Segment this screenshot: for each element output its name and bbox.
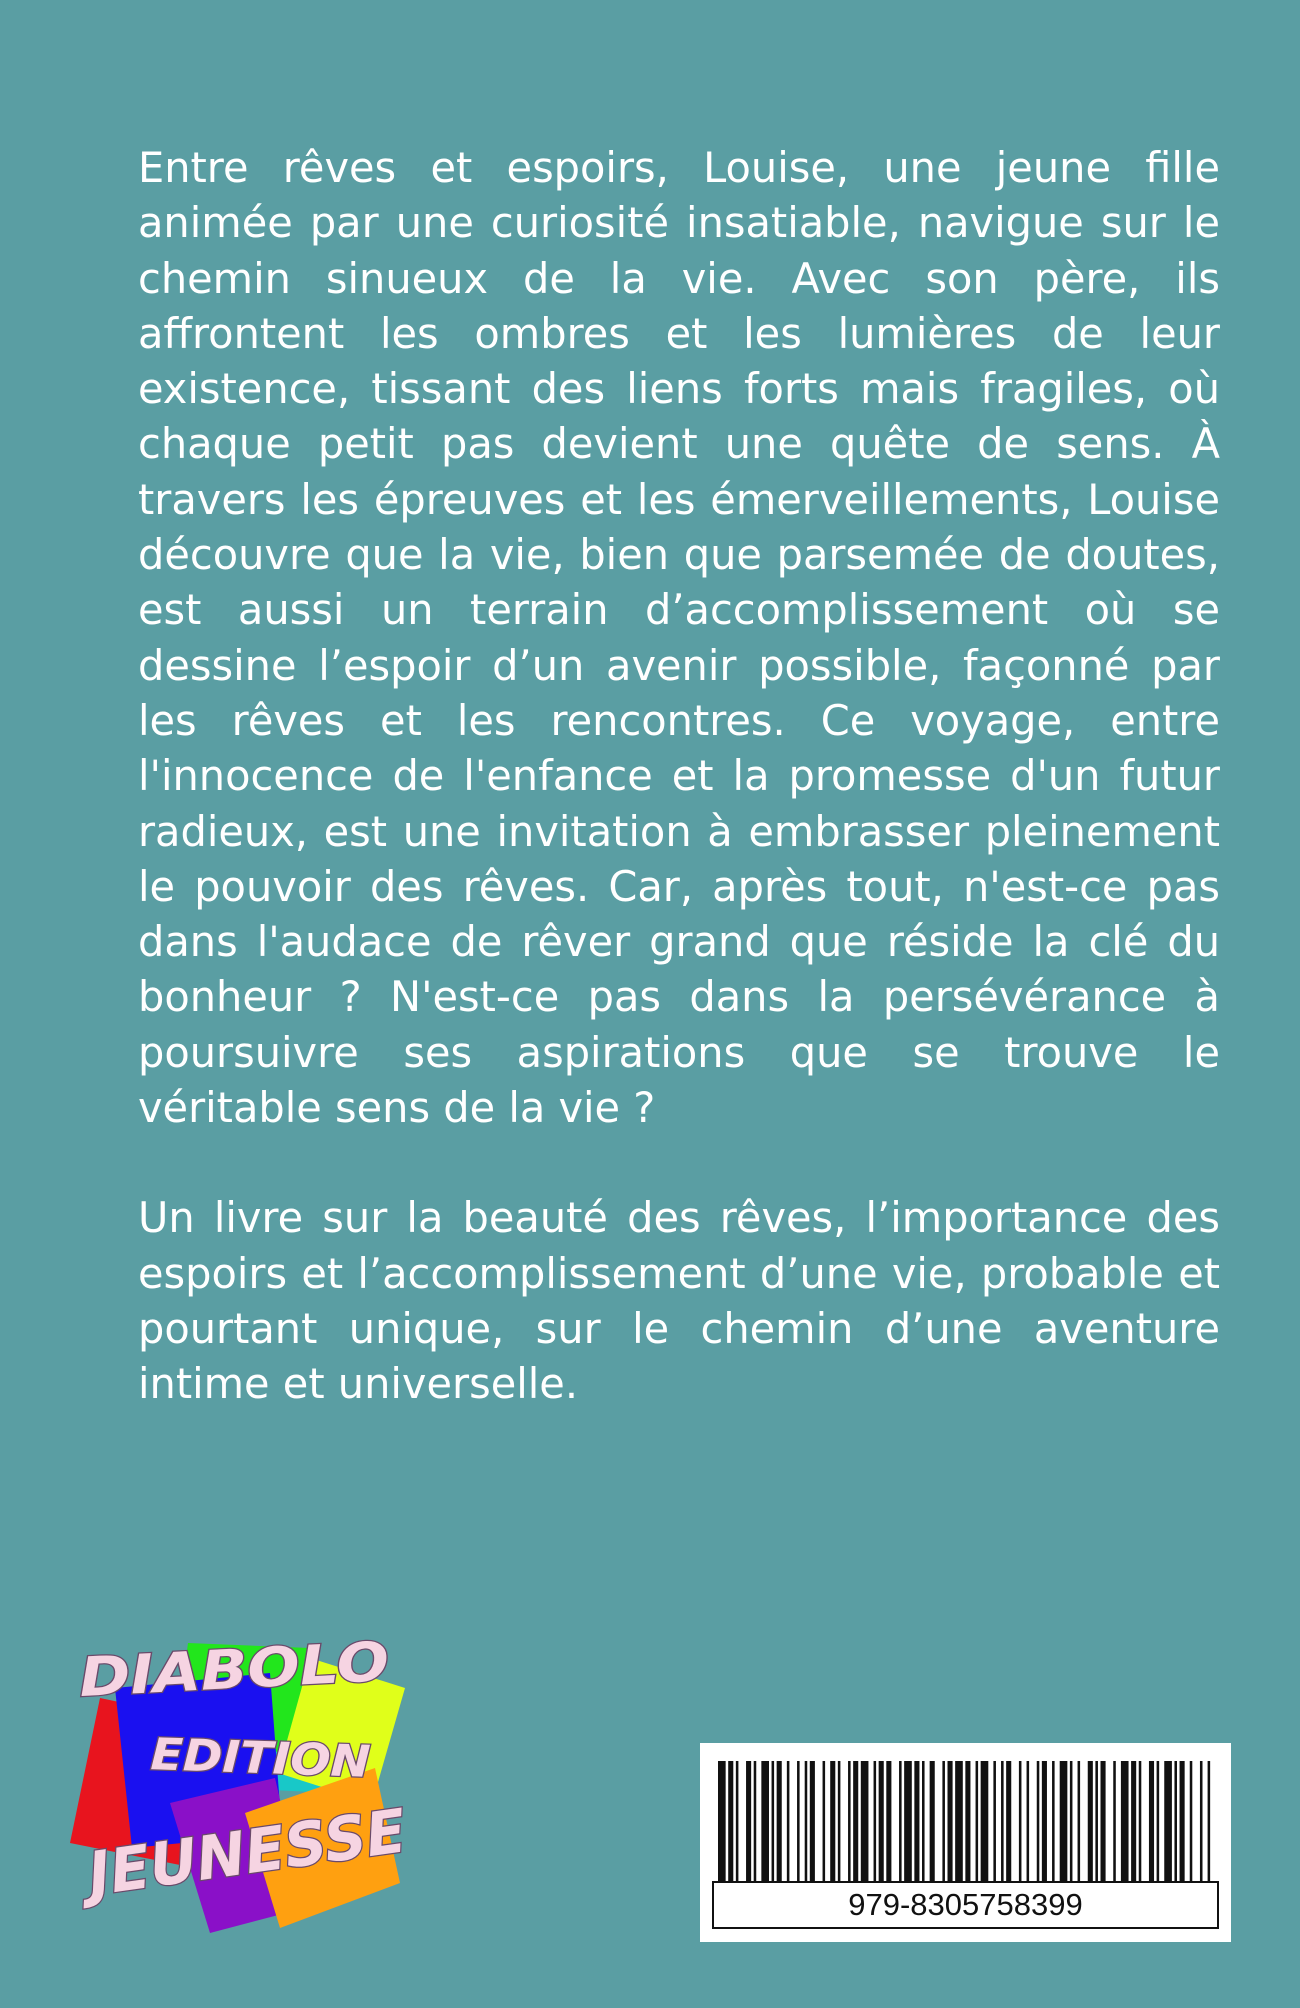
barcode-bar (777, 1761, 782, 1881)
barcode-bar (879, 1761, 884, 1881)
barcode-bar (922, 1761, 925, 1881)
barcode-bar (1037, 1761, 1040, 1881)
barcode-bar (948, 1761, 953, 1881)
barcode-bar (1052, 1761, 1055, 1881)
barcode-bar (823, 1761, 826, 1881)
logo-word-edition: EDITION (149, 1729, 355, 1788)
diabolo-edition-jeunesse-logo (70, 1628, 420, 1958)
barcode-bar (874, 1761, 877, 1881)
barcode-bar (754, 1761, 757, 1881)
barcode-bar (746, 1761, 751, 1881)
barcode-bar (1019, 1761, 1022, 1881)
barcode-bar (899, 1761, 902, 1881)
barcode-bar (981, 1761, 989, 1881)
barcode-bar (976, 1761, 979, 1881)
barcode-bar (853, 1761, 858, 1881)
back-cover-blurb (138, 140, 1220, 1412)
barcode-bar (942, 1761, 945, 1881)
barcode-bar (1078, 1761, 1081, 1881)
barcode-bar (1101, 1761, 1106, 1881)
barcode-bar (797, 1761, 800, 1881)
barcode-bar (930, 1761, 935, 1881)
logo-word-diabolo: DIABOLO (77, 1631, 353, 1710)
barcode-bar (718, 1761, 726, 1881)
barcode-bar (886, 1761, 891, 1881)
barcode-bar (1088, 1761, 1093, 1881)
barcode-bar (736, 1761, 739, 1881)
barcode-bar (993, 1761, 996, 1881)
isbn-barcode (700, 1743, 1231, 1942)
barcode-bar (848, 1761, 851, 1881)
barcode-bar (1190, 1761, 1193, 1881)
barcode-bar (1006, 1761, 1011, 1881)
barcode-bar (1060, 1761, 1068, 1881)
blurb-paragraph-2: Un livre sur la beauté des rêves, l’importance des espoirs et l’accomplissement d’une vie, probable et pourtant unique, sur le chemin d’une aventure intime et universelle. (138, 1193, 1220, 1409)
barcode-bar (1174, 1761, 1177, 1881)
barcode-bar (955, 1761, 963, 1881)
barcode-bar (728, 1761, 733, 1881)
blurb-paragraph-1: Entre rêves et espoirs, Louise, une jeune fille animée par une curiosité insatiable, navigue sur le chemin sinueux de la vie. Avec son père, ils affrontent les ombres et les lumières de leur existence, tissant des liens forts mais fragiles, où chaque petit pas devient une quête de sens. À travers les épreuves et les émerveillements, Louise découvre que la vie, bien que parsemée de doutes, est aussi un terrain d’accomplissement où se dessine l’espoir d’un avenir possible, façonné par les rêves et les rencontres. Ce voyage, entre l'innocence de l'enfance et la promesse d'un futur radieux, est une invitation à embrasser pleinement le pouvoir des rêves. Car, après tout, n'est-ce pas dans l'audace de rêver grand que réside la clé du bonheur ? N'est-ce pas dans la persévérance à poursuivre ses aspirations que se trouve le véritable sens de la vie ? (138, 143, 1220, 1133)
barcode-bar (1027, 1761, 1030, 1881)
barcode-bar (914, 1761, 919, 1881)
barcode-bar (805, 1761, 808, 1881)
barcode-bar (787, 1761, 790, 1881)
barcode-bar (861, 1761, 869, 1881)
barcode-bar (1121, 1761, 1129, 1881)
barcode-bar (1200, 1761, 1203, 1881)
barcode-bar (761, 1761, 769, 1881)
barcode-bar (965, 1761, 970, 1881)
isbn-number: 979-8305758399 (712, 1881, 1219, 1929)
barcode-bar (772, 1761, 775, 1881)
barcode-bar (1001, 1761, 1004, 1881)
barcode-bar (1157, 1761, 1160, 1881)
barcode-bar (830, 1761, 835, 1881)
barcode-bar (1208, 1761, 1211, 1881)
logo-word-jeunesse: JEUNESSE (83, 1795, 419, 1911)
barcode-bar (1139, 1761, 1142, 1881)
barcode-bar (1095, 1761, 1098, 1881)
barcode-bar (1042, 1761, 1047, 1881)
barcode-bar (838, 1761, 841, 1881)
barcode-bar (1180, 1761, 1185, 1881)
barcode-bar (1113, 1761, 1116, 1881)
barcode-bars (712, 1761, 1219, 1881)
barcode-bar (1131, 1761, 1136, 1881)
barcode-bar (1149, 1761, 1154, 1881)
barcode-bar (1164, 1761, 1172, 1881)
barcode-bar (810, 1761, 815, 1881)
barcode-bar (1070, 1761, 1073, 1881)
barcode-bar (904, 1761, 912, 1881)
